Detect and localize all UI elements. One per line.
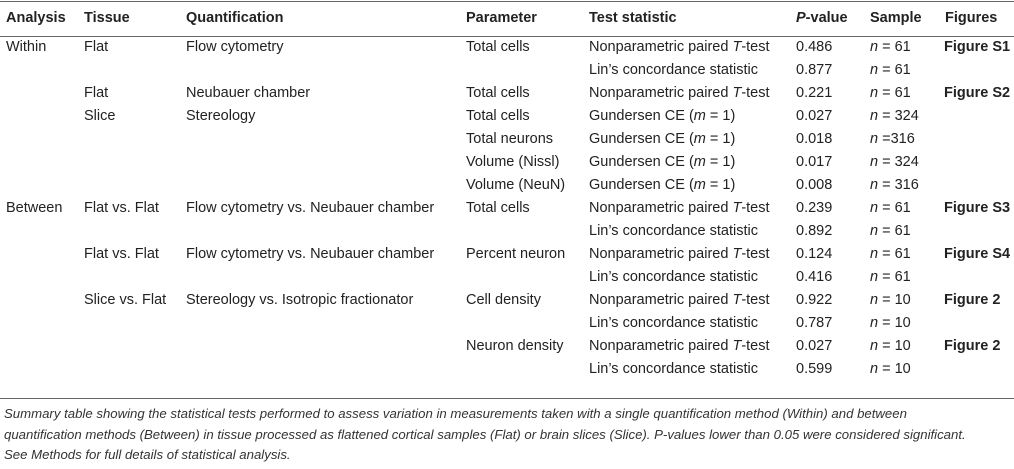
cell-sample: n = 61 — [870, 39, 911, 55]
cell-sample: n = 61 — [870, 62, 911, 78]
cell-tissue: Flat — [84, 85, 109, 101]
cell-sample: n = 10 — [870, 292, 911, 308]
header-parameter: Parameter — [466, 10, 537, 26]
cell-p-value: 0.018 — [796, 131, 833, 147]
cell-p-value: 0.027 — [796, 338, 833, 354]
cell-parameter: Cell density — [466, 292, 541, 308]
cell-p-value: 0.027 — [796, 108, 833, 124]
table-caption — [4, 404, 1010, 466]
cell-test-statistic: Nonparametric paired T-test — [589, 338, 770, 354]
header-p-value: P-value — [796, 10, 848, 26]
cell-sample: n = 61 — [870, 85, 911, 101]
cell-quantification: Neubauer chamber — [186, 85, 311, 101]
cell-figure: Figure 2 — [944, 292, 1001, 308]
cell-parameter: Total cells — [466, 85, 530, 101]
header-analysis: Analysis — [6, 10, 66, 26]
header-quantification: Quantification — [186, 10, 284, 26]
header-tissue: Tissue — [84, 10, 130, 26]
cell-quantification: Stereology — [186, 108, 256, 124]
cell-parameter: Total cells — [466, 108, 530, 124]
cell-test-statistic: Gundersen CE (m = 1) — [589, 154, 736, 170]
cell-parameter: Total cells — [466, 39, 530, 55]
cell-figure: Figure S1 — [944, 39, 1011, 55]
caption-line-1: Summary table showing the statistical tests performed to assess variation in measurements taken with a single quantification method (Within) and between — [4, 406, 907, 421]
cell-parameter: Neuron density — [466, 338, 564, 354]
cell-sample: n = 61 — [870, 223, 911, 239]
header-test-statistic: Test statistic — [589, 10, 677, 26]
cell-quantification: Flow cytometry vs. Neubauer chamber — [186, 246, 435, 262]
cell-parameter: Volume (Nissl) — [466, 154, 560, 170]
cell-test-statistic: Nonparametric paired T-test — [589, 292, 770, 308]
cell-tissue: Flat vs. Flat — [84, 246, 159, 262]
cell-test-statistic: Nonparametric paired T-test — [589, 85, 770, 101]
cell-parameter: Volume (NeuN) — [466, 177, 566, 193]
cell-p-value: 0.787 — [796, 315, 833, 331]
cell-figure: Figure S3 — [944, 200, 1011, 216]
cell-parameter: Percent neuron — [466, 246, 566, 262]
cell-p-value: 0.008 — [796, 177, 833, 193]
cell-sample: n = 10 — [870, 361, 911, 377]
caption-line-3: See Methods for full details of statistical analysis. — [4, 447, 291, 462]
cell-test-statistic: Nonparametric paired T-test — [589, 39, 770, 55]
cell-sample: n = 61 — [870, 200, 911, 216]
cell-test-statistic: Gundersen CE (m = 1) — [589, 177, 736, 193]
cell-parameter: Total neurons — [466, 131, 554, 147]
cell-p-value: 0.486 — [796, 39, 833, 55]
cell-test-statistic: Lin’s concordance statistic — [589, 62, 758, 78]
caption-line-2: quantification methods (Between) in tissue processed as flattened cortical samples (Flat) or brain slices (Slice). P-values lower than 0.05 were considered significant. — [4, 426, 966, 442]
cell-tissue: Slice vs. Flat — [84, 292, 167, 308]
cell-p-value: 0.221 — [796, 85, 833, 101]
header-figures: Figures — [945, 10, 998, 26]
cell-figure: Figure S4 — [944, 246, 1011, 262]
cell-parameter: Total cells — [466, 200, 530, 216]
cell-sample: n = 10 — [870, 338, 911, 354]
cell-figure: Figure S2 — [944, 85, 1011, 101]
cell-test-statistic: Gundersen CE (m = 1) — [589, 108, 736, 124]
cell-sample: n = 10 — [870, 315, 911, 331]
cell-test-statistic: Lin’s concordance statistic — [589, 361, 758, 377]
cell-tissue: Flat — [84, 39, 109, 55]
cell-analysis: Within — [6, 39, 47, 55]
cell-tissue: Flat vs. Flat — [84, 200, 159, 216]
cell-p-value: 0.124 — [796, 246, 833, 262]
cell-test-statistic: Lin’s concordance statistic — [589, 315, 758, 331]
cell-test-statistic: Nonparametric paired T-test — [589, 200, 770, 216]
cell-p-value: 0.599 — [796, 361, 833, 377]
cell-sample: n = 61 — [870, 269, 911, 285]
cell-p-value: 0.416 — [796, 269, 833, 285]
cell-sample: n = 324 — [870, 108, 919, 124]
table-bottom-rule — [0, 398, 1014, 399]
header-sample: Sample — [870, 10, 922, 26]
cell-test-statistic: Nonparametric paired T-test — [589, 246, 770, 262]
cell-sample: n =316 — [870, 131, 915, 147]
cell-p-value: 0.239 — [796, 200, 833, 216]
cell-test-statistic: Gundersen CE (m = 1) — [589, 131, 736, 147]
cell-analysis: Between — [6, 200, 63, 216]
cell-p-value: 0.017 — [796, 154, 833, 170]
cell-sample: n = 316 — [870, 177, 919, 193]
cell-quantification: Flow cytometry — [186, 39, 284, 55]
cell-quantification: Stereology vs. Isotropic fractionator — [186, 292, 414, 308]
cell-p-value: 0.877 — [796, 62, 833, 78]
cell-sample: n = 324 — [870, 154, 919, 170]
cell-quantification: Flow cytometry vs. Neubauer chamber — [186, 200, 435, 216]
cell-sample: n = 61 — [870, 246, 911, 262]
cell-p-value: 0.892 — [796, 223, 833, 239]
cell-tissue: Slice — [84, 108, 116, 124]
cell-test-statistic: Lin’s concordance statistic — [589, 269, 758, 285]
cell-test-statistic: Lin’s concordance statistic — [589, 223, 758, 239]
cell-p-value: 0.922 — [796, 292, 833, 308]
cell-figure: Figure 2 — [944, 338, 1001, 354]
